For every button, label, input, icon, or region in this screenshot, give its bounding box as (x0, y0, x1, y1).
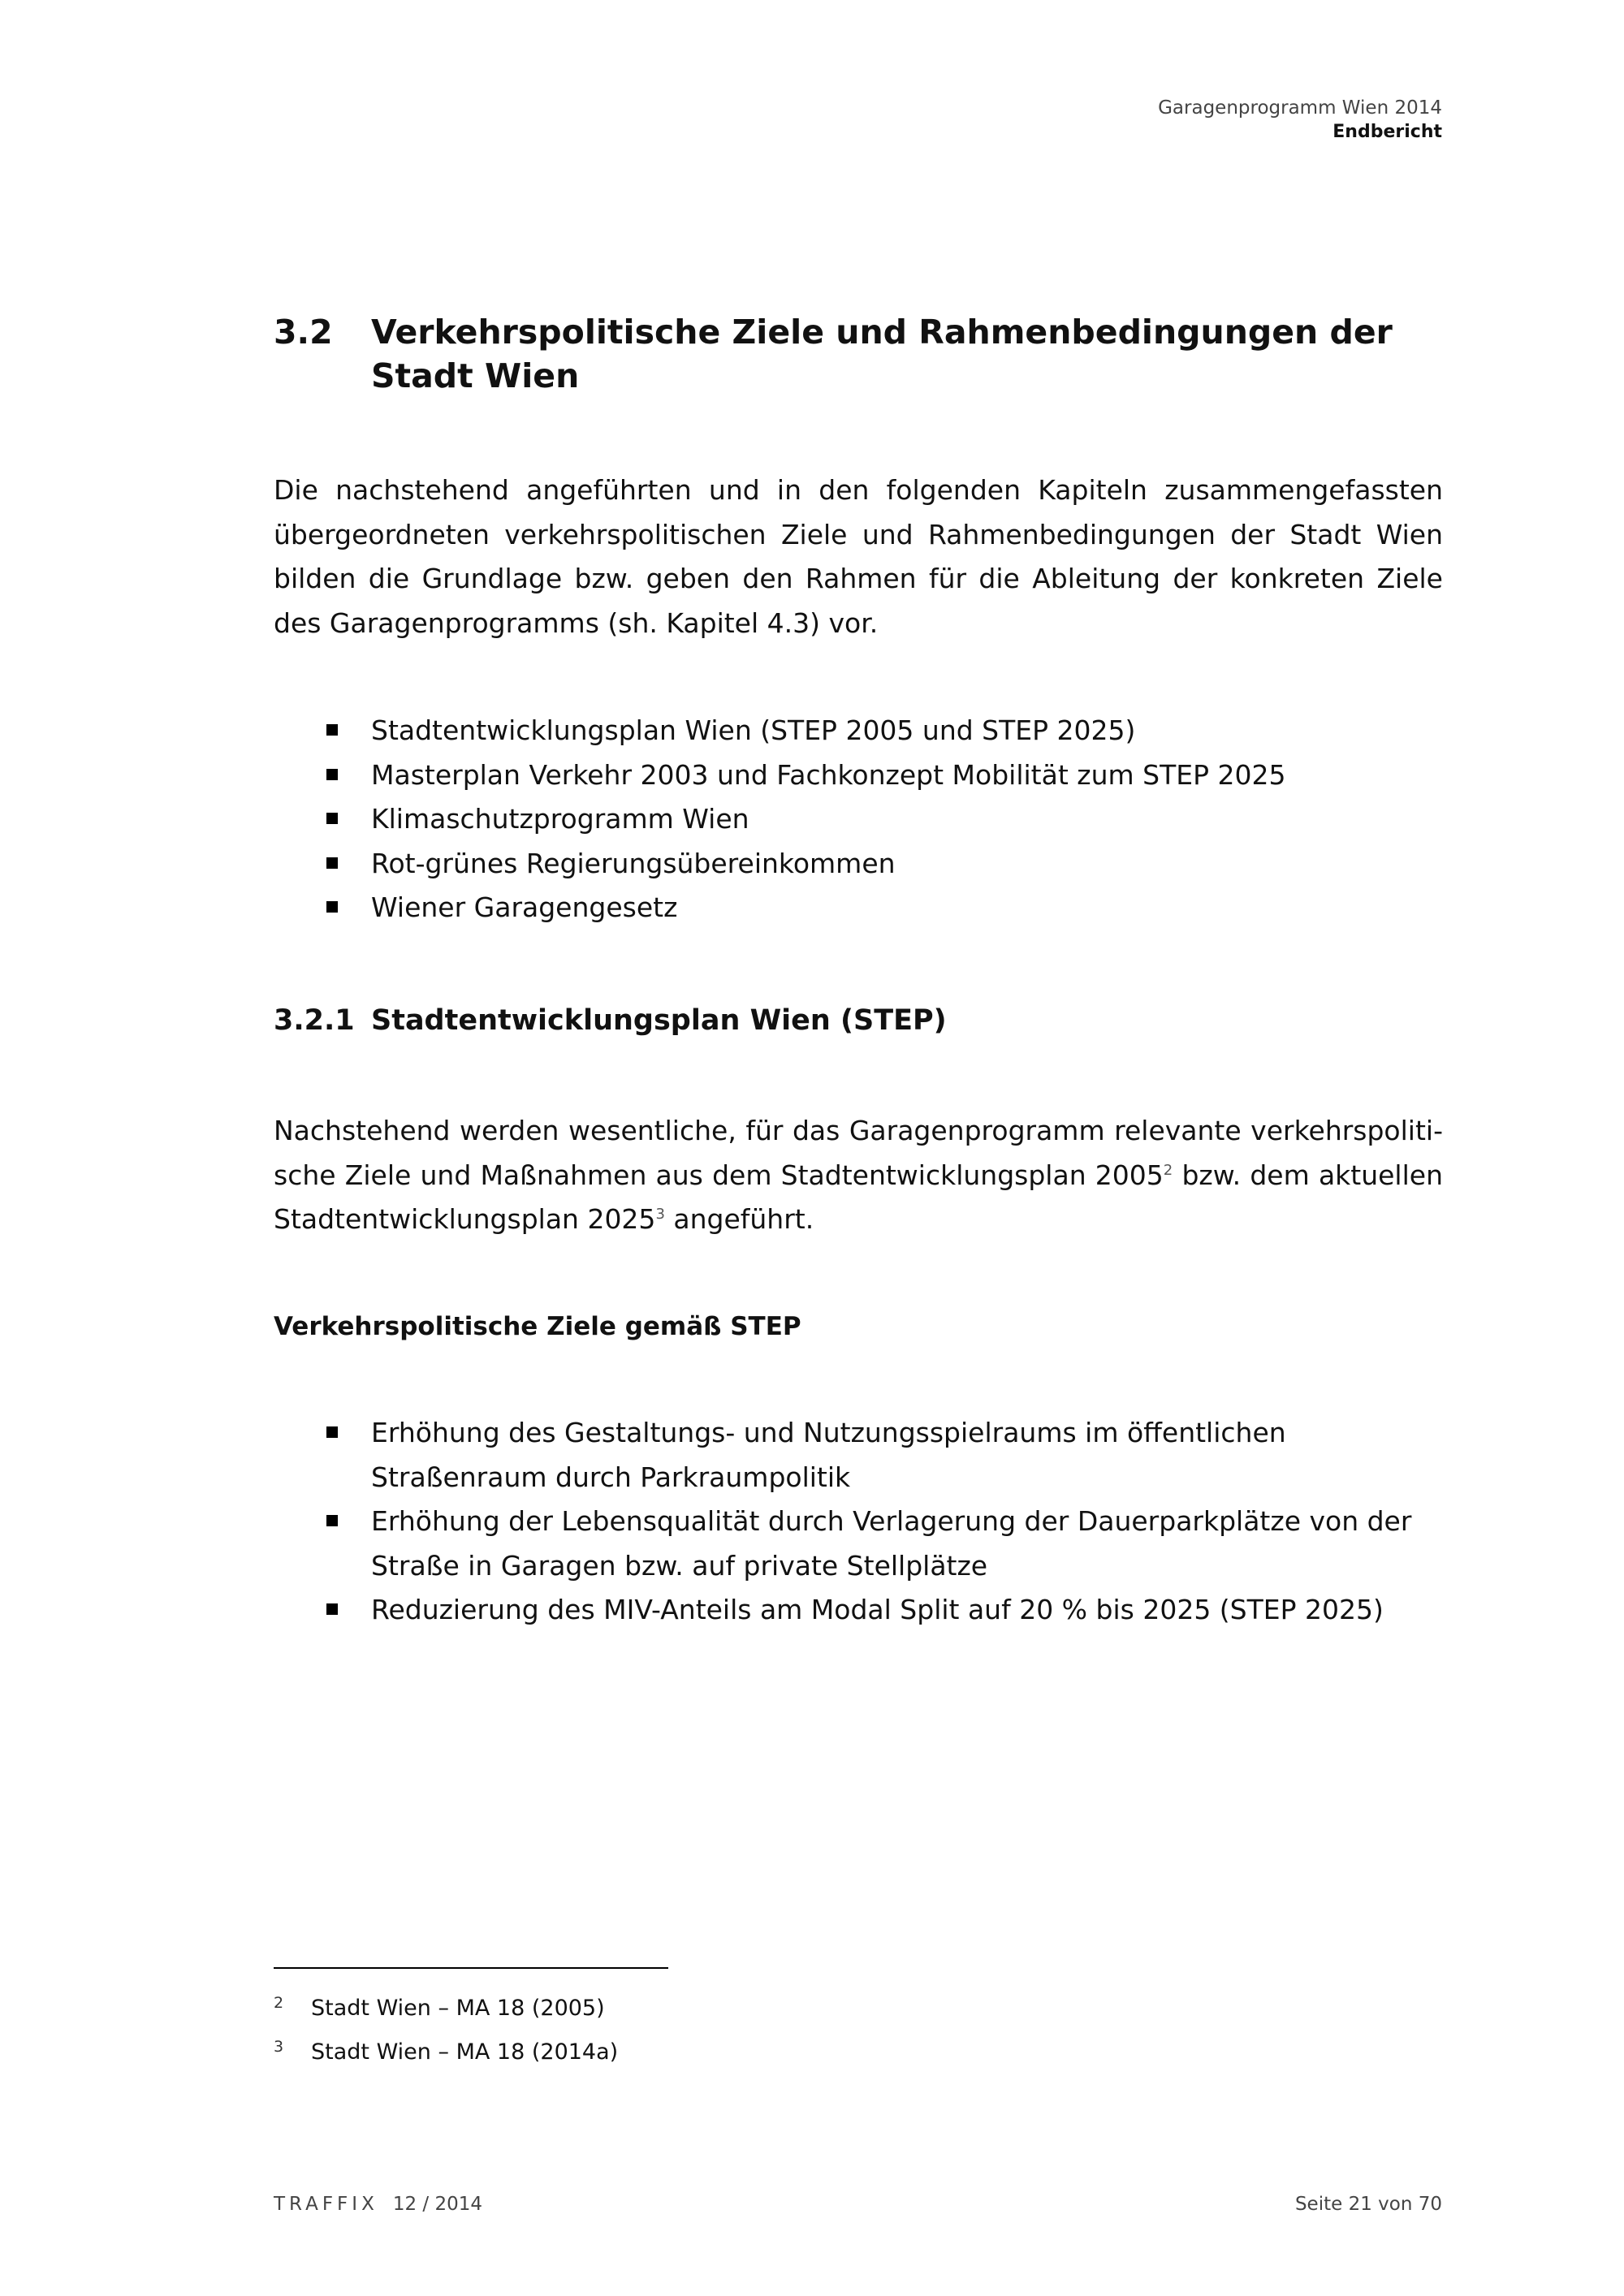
bullet-square-icon (326, 769, 338, 780)
footnote (274, 2038, 618, 2067)
footnote-text: Stadt Wien – MA 18 (2005) (311, 1996, 605, 2021)
header-subtitle: Endbericht (1332, 122, 1442, 142)
list-item: Rot-grünes Regierungsübereinkommen (274, 842, 1443, 887)
header-title: Garagenprogramm Wien 2014 (1158, 97, 1442, 119)
subsection-heading (274, 1000, 947, 1041)
footnote-divider (274, 1967, 668, 1969)
goals-list (274, 1411, 1443, 1633)
list-item: Stadtentwicklungsplan Wien (STEP 2005 und STEP 2025) (274, 709, 1443, 753)
footer-date: 12 / 2014 (392, 2194, 483, 2215)
footnote-number: 2 (274, 1994, 284, 2012)
footnote-ref[interactable]: 2 (1163, 1161, 1173, 1179)
section-heading (274, 310, 1443, 398)
goals-heading: Verkehrspolitische Ziele gemäß STEP (274, 1312, 801, 1341)
footer-brand (274, 2194, 482, 2215)
footnote-text: Stadt Wien – MA 18 (2014a) (311, 2039, 619, 2065)
subsection-title: Stadtentwicklungsplan Wien (STEP) (371, 1004, 947, 1037)
bullet-square-icon (326, 1603, 338, 1615)
bullet-square-icon (326, 857, 338, 869)
framework-list (274, 709, 1443, 930)
list-item: Klimaschutzprogramm Wien (274, 797, 1443, 842)
list-item: Masterplan Verkehr 2003 und Fachkonzept Mobilität zum STEP 2025 (274, 753, 1443, 798)
list-item: Erhöhung des Gestaltungs- und Nutzungsspielraums im öffentlichen Straßenraum durch Parkraumpolitik (274, 1411, 1443, 1500)
list-item: Wiener Garagengesetz (274, 886, 1443, 930)
list-item: Erhöhung der Lebensqualität durch Verlagerung der Dauerparkplätze von der Straße in Garagen bzw. auf private Stellplätze (274, 1500, 1443, 1588)
footnote (274, 1994, 605, 2023)
list-item: Reduzierung des MIV-Anteils am Modal Split auf 20 % bis 2025 (STEP 2025) (274, 1588, 1443, 1633)
brand-name: TRAFFIX (274, 2194, 378, 2215)
subsection-paragraph: Nachstehend werden wesentliche, für das Garagenprogramm relevante verkehrspolitische Ziele und Maßnahmen aus dem Stadtentwicklungsplan 2005$^2$ bzw. dem aktuellen Stadtentwicklungsplan 2025$^3$ angeführt. (274, 1115, 1443, 1235)
subsection-number: 3.2.1 (274, 1004, 355, 1037)
page-number: Seite 21 von 70 (1294, 2194, 1442, 2215)
section-number: 3.2 (274, 313, 333, 352)
section-title: Verkehrspolitische Ziele und Rahmenbedingungen der Stadt Wien (371, 313, 1393, 395)
bullet-square-icon (326, 813, 338, 824)
footnote-number: 3 (274, 2038, 284, 2056)
footnote-ref[interactable]: 3 (655, 1206, 665, 1223)
bullet-square-icon (326, 901, 338, 913)
bullet-square-icon (326, 724, 338, 736)
running-header (1158, 96, 1442, 145)
section-intro: Die nachstehend angeführten und in den folgenden Kapiteln zusammengefassten übergeordneten verkehrspolitischen Ziele und Rahmenbedingungen der Stadt Wien bilden die Grundlage bzw. geben den Rahmen für die Ableitung der konkreten Ziele des Garagenprogramms (sh. Kapitel 4.3) vor. (274, 474, 1443, 639)
bullet-square-icon (326, 1426, 338, 1438)
bullet-square-icon (326, 1515, 338, 1526)
